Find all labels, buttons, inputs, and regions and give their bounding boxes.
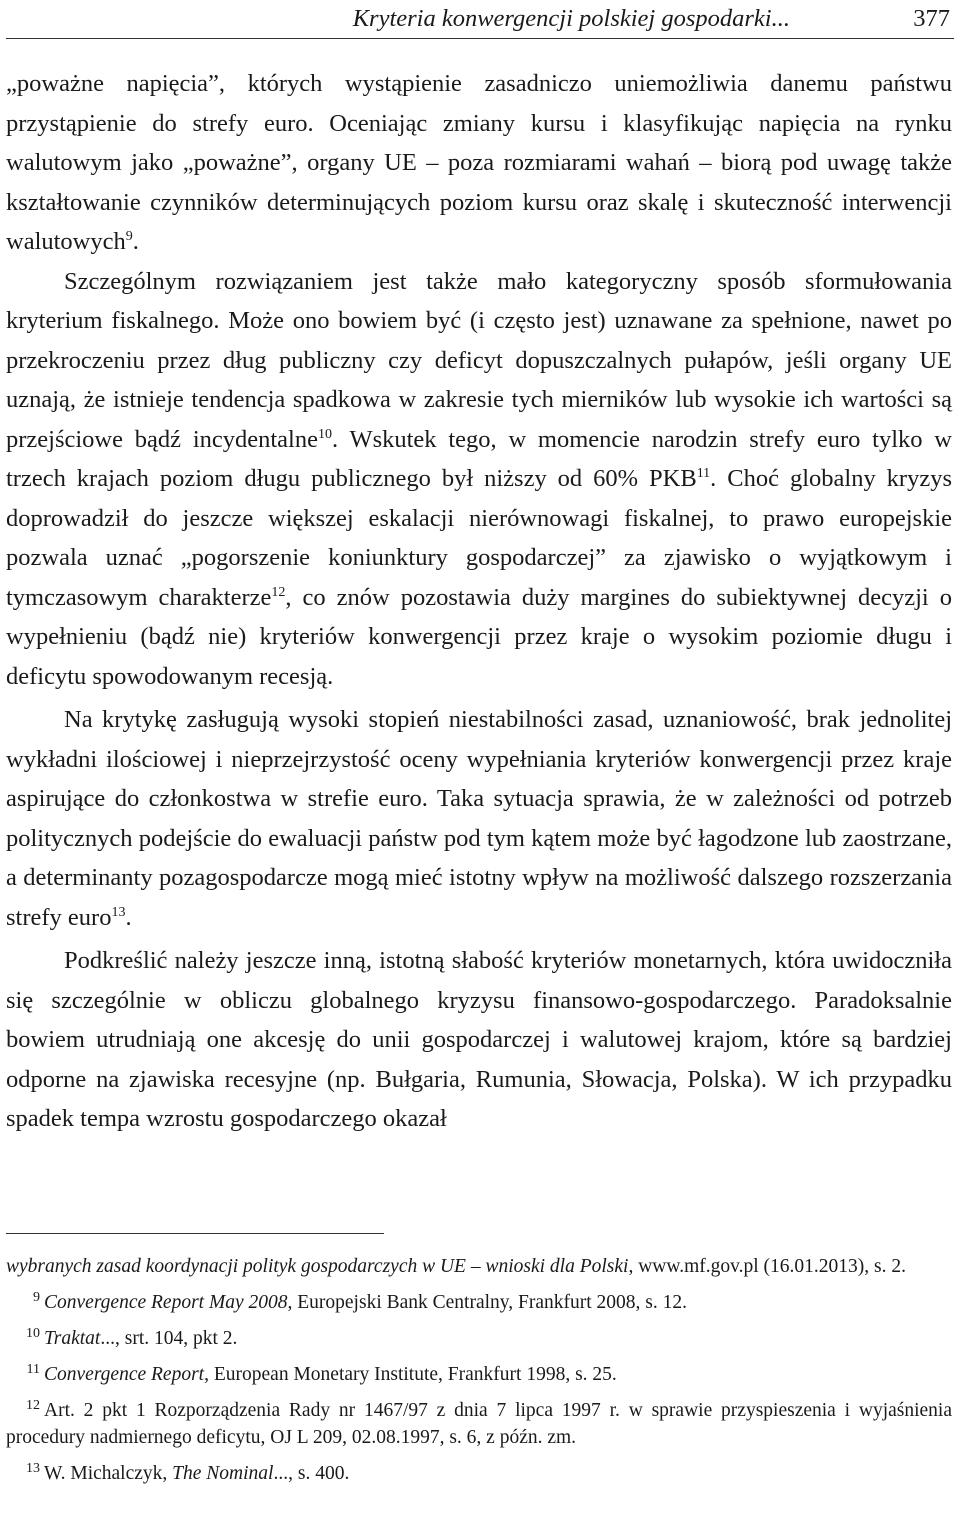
- running-title: Kryteria konwergencji polskiej gospodarki...: [352, 5, 790, 32]
- paragraph-2: [6, 262, 952, 697]
- paragraph-2-text-a: Szczególnym rozwiązaniem jest także mało kategoryczny sposób sformułowania kryterium fiskalnego. Może ono bowiem być (i często jest) uznawane za spełnione, nawet po przekroczeniu przez dług publiczny czy deficyt dopuszczalnych pułapów, jeśli organy UE uznają, że istnieje tendencja spadkowa w zakresie tych mierników lub wysokie ich wartości są przejściowe bądź incydentalne: [6, 267, 952, 453]
- footnote-ref-13: 13: [111, 904, 126, 920]
- paragraph-1: [6, 64, 952, 262]
- page-number: 377: [913, 5, 950, 32]
- footnote-ref-10: 10: [318, 426, 332, 442]
- footnote-10-title: Traktat: [44, 1328, 101, 1349]
- footnote-9: 9 Convergence Report May 2008, Europejski Bank Centralny, Frankfurt 2008, s. 12.: [33, 1290, 688, 1313]
- footnote-9-rest: , Europejski Bank Centralny, Frankfurt 2008, s. 12.: [287, 1292, 688, 1313]
- paragraph-1-end: .: [132, 228, 139, 255]
- footnote-9-title: Convergence Report May 2008: [44, 1292, 288, 1313]
- running-header: [6, 0, 954, 39]
- paragraph-1-text: „poważne napięcia”, których wystąpienie zasadniczo uniemożliwia danemu państwu przystąpienie do strefy euro. Oceniając zmiany kursu i klasyfikując napięcia na rynku walutowym jako „poważne”, organy UE – poza rozmiarami wahań – biorą pod uwagę także kształtowanie czynników determinujących poziom kursu oraz skalę i skuteczność interwencji walutowych: [6, 70, 952, 255]
- paragraph-2-text-b: . Wskutek tego, w momencie narodzin strefy euro tylko w trzech krajach poziom długu publicznego był niższy od 60% PKB: [6, 425, 952, 492]
- footnote-11-title: Convergence Report: [44, 1364, 205, 1385]
- paragraph-3-end: .: [125, 903, 132, 931]
- paragraph-3-text: Na krytykę zasługują wysoki stopień niestabilności zasad, uznaniowość, brak jednolitej wykładni ilościowej i nieprzejrzystość oceny wypełniania kryteriów konwergencji przez kraje aspirujące do członkostwa w strefie euro. Taka sytuacja sprawia, że w zależności od potrzeb politycznych podejście do ewaluacji państw pod tym kątem może być łagodzone lub zaostrzane, a determinanty pozagospodarcze mogą mieć istotny wpływ na możliwość dalszego rozszerzania strefy euro: [6, 706, 952, 931]
- footnote-12: 12 Art. 2 pkt 1 Rozporządzenia Rady nr 1467/97 z dnia 7 lipca 1997 r. w sprawie przyspieszenia i wyjaśnienia procedury nadmiernego deficytu, OJ L 209, 02.08.1997, s. 6, z późn. zm.: [6, 1398, 952, 1448]
- footnote-ref-12: 12: [271, 584, 286, 600]
- footnote-13-author: W. Michalczyk,: [44, 1463, 173, 1484]
- footnote-13-title: The Nominal: [172, 1463, 274, 1484]
- paragraph-2-text-d: , co znów pozostawia duży margines do subiektywnej decyzji o wypełnieniu (bądź nie) kryteriów konwergencji przez kraje o wysokim poziomie długu i deficytu spowodowanym recesją.: [6, 583, 952, 690]
- footnote-continuation-rest: , www.mf.gov.pl (16.01.2013), s. 2.: [628, 1256, 906, 1277]
- footnote-11-rest: , European Monetary Institute, Frankfurt 1998, s. 25.: [204, 1364, 617, 1385]
- footnote-13: 13 W. Michalczyk, The Nominal..., s. 400.: [26, 1461, 350, 1484]
- footnote-13-rest: ..., s. 400.: [273, 1463, 350, 1484]
- footnote-ref-11: 11: [696, 466, 711, 481]
- paragraph-4: Podkreślić należy jeszcze inną, istotną słabość kryteriów monetarnych, która uwidoczniła się szczególnie w obliczu globalnego kryzysu finansowo-gospodarczego. Paradoksalnie bowiem utrudniają one akcesję do unii gospodarczej i walutowej krajom, które są bardziej odporne na zjawiska recesyjne (np. Bułgaria, Rumunia, Słowacja, Polska). W ich przypadku spadek tempa wzrostu gospodarczego okazał: [6, 947, 952, 1132]
- body-text: [6, 64, 952, 1139]
- footnotes: [6, 1253, 952, 1487]
- footnote-ref-9: 9: [125, 229, 133, 244]
- footnote-12-text: Art. 2 pkt 1 Rozporządzenia Rady nr 1467/97 z dnia 7 lipca 1997 r. w sprawie przyspieszenia i wyjaśnienia procedury nadmiernego deficytu, OJ L 209, 02.08.1997, s. 6, z późn. zm.: [6, 1400, 952, 1448]
- footnote-11: 11 Convergence Report, European Monetary Institute, Frankfurt 1998, s. 25.: [26, 1362, 617, 1385]
- footnote-separator: [6, 1233, 384, 1234]
- paragraph-3: [6, 700, 952, 937]
- footnote-continuation: [6, 1253, 952, 1280]
- footnote-10: 10 Traktat..., srt. 104, pkt 2.: [26, 1326, 238, 1349]
- footnote-continuation-title: wybranych zasad koordynacji polityk gospodarczych w UE – wnioski dla Polski: [6, 1256, 629, 1277]
- paragraph-2-text-c: . Choć globalny kryzys doprowadził do jeszcze większej eskalacji nierównowagi fiskalnej, to prawo europejskie pozwala uznać „pogorszenie koniunktury gospodarczej” za zjawisko o wyjątkowym i tymczasowym charakterze: [6, 465, 952, 611]
- footnote-10-rest: ..., srt. 104, pkt 2.: [100, 1328, 238, 1349]
